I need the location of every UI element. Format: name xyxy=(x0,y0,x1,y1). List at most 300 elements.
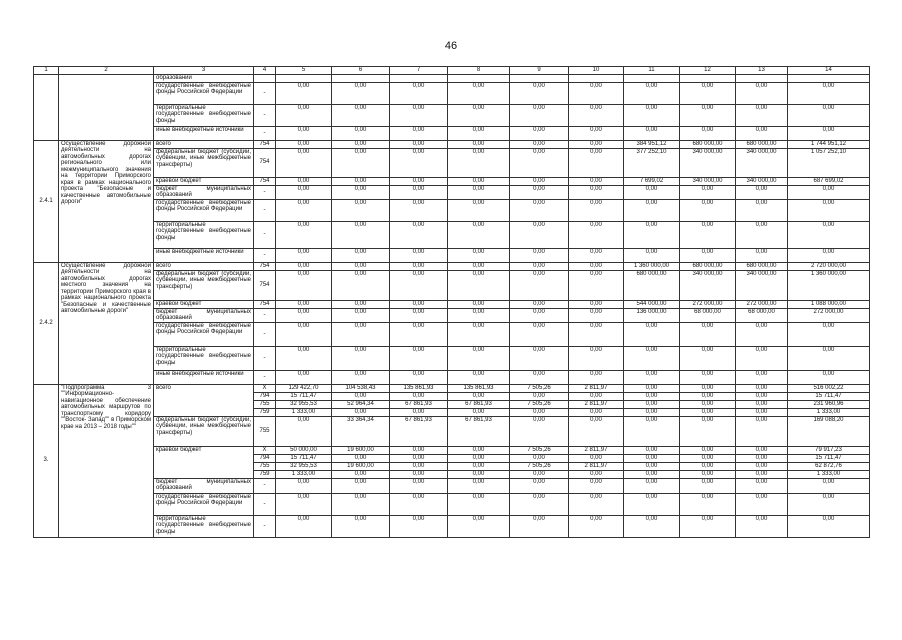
value-cell: 0,00 xyxy=(448,270,510,300)
gr-code: 755 xyxy=(254,416,276,446)
value-cell: 0,00 xyxy=(680,126,736,140)
value-cell: 0,00 xyxy=(276,248,332,262)
value-cell: 0,00 xyxy=(680,185,736,199)
value-cell: 0,00 xyxy=(569,221,624,248)
value-cell: 0,00 xyxy=(624,82,680,104)
value-cell: 68 000,00 xyxy=(736,308,788,322)
value-cell: 7 505,26 xyxy=(510,384,569,392)
gr-code: - xyxy=(254,185,276,199)
value-cell: 0,00 xyxy=(788,515,870,537)
funding-table xyxy=(33,66,870,538)
table-row xyxy=(34,140,870,148)
value-cell: 0,00 xyxy=(332,248,390,262)
gr-code: X xyxy=(254,384,276,392)
value-cell: 0,00 xyxy=(510,300,569,308)
value-cell: 0,00 xyxy=(390,308,448,322)
value-cell: 0,00 xyxy=(276,346,332,370)
funding-source: краевой бюджет xyxy=(154,300,254,308)
value-cell: 0,00 xyxy=(510,140,569,148)
value-cell: 15 711,47 xyxy=(788,454,870,462)
table-row xyxy=(34,308,870,322)
value-cell: 1 088 000,00 xyxy=(788,300,870,308)
gr-code xyxy=(254,75,276,83)
funding-source: территориальные государственные внебюджетные фонды xyxy=(154,221,254,248)
value-cell: 0,00 xyxy=(680,370,736,384)
value-cell: 67 861,93 xyxy=(448,400,510,408)
table-row xyxy=(34,221,870,248)
table-row xyxy=(34,177,870,185)
value-cell: 0,00 xyxy=(448,185,510,199)
value-cell: 0,00 xyxy=(510,270,569,300)
header-cell: 14 xyxy=(788,67,870,75)
value-cell: 0,00 xyxy=(448,308,510,322)
value-cell: 2 811,97 xyxy=(569,446,624,454)
value-cell: 0,00 xyxy=(510,392,569,400)
value-cell: 0,00 xyxy=(332,478,390,493)
gr-code: - xyxy=(254,104,276,126)
funding-source: бюджет муниципальных образований xyxy=(154,478,254,493)
table-row xyxy=(34,270,870,300)
value-cell: 0,00 xyxy=(390,478,448,493)
header-cell: 13 xyxy=(736,67,788,75)
table-row xyxy=(34,104,870,126)
value-cell: 0,00 xyxy=(788,248,870,262)
value-cell: 0,00 xyxy=(332,300,390,308)
value-cell: 0,00 xyxy=(276,308,332,322)
value-cell: 0,00 xyxy=(510,199,569,221)
gr-code: 754 xyxy=(254,177,276,185)
table-row xyxy=(34,126,870,140)
value-cell: 7 505,26 xyxy=(510,400,569,408)
value-cell: 0,00 xyxy=(736,221,788,248)
table-body xyxy=(34,67,870,538)
value-cell: 0,00 xyxy=(510,262,569,270)
value-cell: 0,00 xyxy=(390,408,448,416)
gr-code: 754 xyxy=(254,262,276,270)
value-cell: 0,00 xyxy=(736,370,788,384)
funding-source: иные внебюджетные источники xyxy=(154,126,254,140)
value-cell: 0,00 xyxy=(736,446,788,454)
value-cell: 0,00 xyxy=(390,493,448,515)
value-cell: 0,00 xyxy=(332,270,390,300)
header-cell: 2 xyxy=(59,67,154,75)
value-cell: 377 252,10 xyxy=(624,148,680,177)
funding-source: территориальные государственные внебюджетные фонды xyxy=(154,346,254,370)
table-row xyxy=(34,199,870,221)
value-cell xyxy=(510,75,569,83)
value-cell: 32 955,53 xyxy=(276,462,332,470)
value-cell: 0,00 xyxy=(624,416,680,446)
value-cell: 0,00 xyxy=(680,384,736,392)
value-cell: 0,00 xyxy=(624,470,680,478)
value-cell: 1 057 252,10 xyxy=(788,148,870,177)
value-cell: 0,00 xyxy=(510,104,569,126)
value-cell: 0,00 xyxy=(788,322,870,346)
value-cell: 0,00 xyxy=(624,346,680,370)
value-cell: 0,00 xyxy=(448,346,510,370)
value-cell: 0,00 xyxy=(448,82,510,104)
value-cell: 50 000,00 xyxy=(276,446,332,454)
item-name: Осуществление дорожной деятельности на автомобильных дорогах местного значения на территории Приморского края в рамках национального проекта "Безопасные и качественные автомобильные дороги" xyxy=(59,262,154,384)
item-number: 2.4.1 xyxy=(34,140,59,262)
value-cell: 0,00 xyxy=(736,515,788,537)
table-row xyxy=(34,300,870,308)
value-cell: 0,00 xyxy=(510,478,569,493)
value-cell: 67 861,93 xyxy=(448,416,510,446)
value-cell: 0,00 xyxy=(390,392,448,400)
funding-source: краевой бюджет xyxy=(154,446,254,478)
value-cell: 0,00 xyxy=(510,177,569,185)
value-cell: 0,00 xyxy=(569,308,624,322)
value-cell: 0,00 xyxy=(788,221,870,248)
value-cell: 169 088,20 xyxy=(788,416,870,446)
value-cell: 0,00 xyxy=(510,515,569,537)
value-cell: 129 422,70 xyxy=(276,384,332,392)
item-name: Осуществление дорожной деятельности на автомобильных дорогах регионального или межмуниципального значения на территории Приморского края в рамках национального проекта "Безопасные и качественные автомобильные дороги" xyxy=(59,140,154,262)
value-cell: 0,00 xyxy=(390,270,448,300)
funding-source: государственные внебюджетные фонды Российской Федерации xyxy=(154,82,254,104)
value-cell: 0,00 xyxy=(448,177,510,185)
value-cell: 272 000,00 xyxy=(680,300,736,308)
gr-code: 759 xyxy=(254,470,276,478)
value-cell: 135 861,93 xyxy=(390,384,448,392)
table-row xyxy=(34,82,870,104)
item-name: "Подпрограмма 3 ""Информационно-навигационное обеспечение автомобильных маршрутов по транспортному коридору ""Восток- Запад"" в Приморском крае на 2013 – 2018 годы"" xyxy=(59,384,154,537)
value-cell: 0,00 xyxy=(736,392,788,400)
table-row xyxy=(34,515,870,537)
value-cell: 0,00 xyxy=(569,262,624,270)
value-cell: 0,00 xyxy=(624,199,680,221)
value-cell: 2 811,97 xyxy=(569,462,624,470)
value-cell: 0,00 xyxy=(680,416,736,446)
value-cell: 33 364,34 xyxy=(332,416,390,446)
table-row xyxy=(34,493,870,515)
header-cell: 6 xyxy=(332,67,390,75)
value-cell: 0,00 xyxy=(736,322,788,346)
value-cell: 0,00 xyxy=(332,408,390,416)
header-cell: 4 xyxy=(254,67,276,75)
value-cell: 340 000,00 xyxy=(736,270,788,300)
value-cell: 0,00 xyxy=(332,322,390,346)
header-cell: 3 xyxy=(154,67,254,75)
value-cell: 0,00 xyxy=(680,199,736,221)
value-cell: 0,00 xyxy=(276,177,332,185)
value-cell: 0,00 xyxy=(736,384,788,392)
funding-source: краевой бюджет xyxy=(154,177,254,185)
funding-source: иные внебюджетные источники xyxy=(154,370,254,384)
value-cell: 0,00 xyxy=(569,322,624,346)
value-cell: 15 711,47 xyxy=(788,392,870,400)
value-cell: 0,00 xyxy=(510,370,569,384)
value-cell: 0,00 xyxy=(788,370,870,384)
value-cell: 0,00 xyxy=(390,140,448,148)
value-cell: 2 720 000,00 xyxy=(788,262,870,270)
value-cell: 0,00 xyxy=(736,104,788,126)
funding-source: образований xyxy=(154,75,254,83)
value-cell: 0,00 xyxy=(448,104,510,126)
header-cell: 5 xyxy=(276,67,332,75)
gr-code: - xyxy=(254,322,276,346)
value-cell: 2 811,97 xyxy=(569,384,624,392)
value-cell: 0,00 xyxy=(569,346,624,370)
gr-code: - xyxy=(254,493,276,515)
value-cell: 0,00 xyxy=(736,408,788,416)
value-cell: 0,00 xyxy=(448,478,510,493)
table-row xyxy=(34,346,870,370)
value-cell: 0,00 xyxy=(448,470,510,478)
value-cell: 0,00 xyxy=(448,454,510,462)
funding-source: государственные внебюджетные фонды Российской Федерации xyxy=(154,199,254,221)
value-cell: 0,00 xyxy=(680,454,736,462)
value-cell: 0,00 xyxy=(569,185,624,199)
value-cell: 0,00 xyxy=(680,322,736,346)
value-cell: 0,00 xyxy=(448,262,510,270)
value-cell: 0,00 xyxy=(680,478,736,493)
value-cell: 7 699,02 xyxy=(624,177,680,185)
value-cell: 0,00 xyxy=(276,416,332,446)
value-cell xyxy=(736,75,788,83)
value-cell: 0,00 xyxy=(510,248,569,262)
value-cell: 680 000,00 xyxy=(736,262,788,270)
value-cell xyxy=(276,75,332,83)
value-cell: 0,00 xyxy=(569,300,624,308)
value-cell: 0,00 xyxy=(390,82,448,104)
value-cell: 0,00 xyxy=(332,392,390,400)
value-cell: 0,00 xyxy=(332,140,390,148)
value-cell: 231 960,96 xyxy=(788,400,870,408)
value-cell: 0,00 xyxy=(332,370,390,384)
value-cell: 0,00 xyxy=(276,493,332,515)
value-cell: 0,00 xyxy=(624,322,680,346)
value-cell: 0,00 xyxy=(276,148,332,177)
value-cell: 32 955,53 xyxy=(276,400,332,408)
value-cell: 1 333,00 xyxy=(788,470,870,478)
value-cell: 19 600,00 xyxy=(332,462,390,470)
value-cell: 0,00 xyxy=(448,199,510,221)
value-cell: 0,00 xyxy=(276,515,332,537)
table-row xyxy=(34,75,870,83)
value-cell: 0,00 xyxy=(448,140,510,148)
item-number: 3. xyxy=(34,384,59,537)
value-cell: 1 333,00 xyxy=(788,408,870,416)
value-cell: 0,00 xyxy=(276,262,332,270)
value-cell: 2 811,97 xyxy=(569,400,624,408)
funding-source: бюджет муниципальных образований xyxy=(154,308,254,322)
value-cell: 0,00 xyxy=(276,322,332,346)
value-cell: 0,00 xyxy=(390,322,448,346)
value-cell: 0,00 xyxy=(390,248,448,262)
gr-code: - xyxy=(254,478,276,493)
value-cell: 0,00 xyxy=(390,262,448,270)
value-cell: 1 360 000,00 xyxy=(788,270,870,300)
funding-source: бюджет муниципальных образований xyxy=(154,185,254,199)
value-cell: 0,00 xyxy=(510,408,569,416)
header-cell: 12 xyxy=(680,67,736,75)
value-cell: 0,00 xyxy=(736,462,788,470)
header-row xyxy=(34,67,870,75)
value-cell: 340 000,00 xyxy=(736,177,788,185)
gr-code: - xyxy=(254,515,276,537)
value-cell xyxy=(680,75,736,83)
header-cell: 1 xyxy=(34,67,59,75)
header-cell: 7 xyxy=(390,67,448,75)
value-cell: 0,00 xyxy=(569,470,624,478)
value-cell: 0,00 xyxy=(390,454,448,462)
value-cell: 0,00 xyxy=(624,400,680,408)
value-cell: 0,00 xyxy=(624,462,680,470)
funding-source: государственные внебюджетные фонды Российской Федерации xyxy=(154,493,254,515)
value-cell: 136 000,00 xyxy=(624,308,680,322)
value-cell: 0,00 xyxy=(332,515,390,537)
value-cell: 0,00 xyxy=(510,322,569,346)
value-cell: 0,00 xyxy=(390,185,448,199)
value-cell: 0,00 xyxy=(736,185,788,199)
value-cell: 1 333,00 xyxy=(276,408,332,416)
value-cell xyxy=(624,75,680,83)
value-cell: 680 000,00 xyxy=(680,262,736,270)
value-cell: 516 002,22 xyxy=(788,384,870,392)
table-row xyxy=(34,478,870,493)
value-cell: 0,00 xyxy=(624,493,680,515)
gr-code: 759 xyxy=(254,408,276,416)
value-cell: 0,00 xyxy=(736,248,788,262)
value-cell: 0,00 xyxy=(276,199,332,221)
value-cell: 0,00 xyxy=(624,408,680,416)
value-cell: 0,00 xyxy=(680,82,736,104)
value-cell: 0,00 xyxy=(276,140,332,148)
value-cell: 0,00 xyxy=(569,148,624,177)
value-cell: 0,00 xyxy=(390,462,448,470)
funding-source: всего xyxy=(154,384,254,416)
value-cell: 0,00 xyxy=(390,346,448,370)
value-cell: 0,00 xyxy=(624,392,680,400)
value-cell: 0,00 xyxy=(390,470,448,478)
value-cell: 0,00 xyxy=(332,177,390,185)
value-cell: 0,00 xyxy=(569,370,624,384)
value-cell: 0,00 xyxy=(680,104,736,126)
gr-code: 754 xyxy=(254,300,276,308)
value-cell: 0,00 xyxy=(276,478,332,493)
value-cell: 0,00 xyxy=(736,126,788,140)
table-row xyxy=(34,384,870,392)
value-cell: 0,00 xyxy=(624,221,680,248)
value-cell: 0,00 xyxy=(569,104,624,126)
value-cell: 0,00 xyxy=(680,346,736,370)
table-row xyxy=(34,446,870,454)
value-cell xyxy=(569,75,624,83)
page-number: 46 xyxy=(444,40,458,52)
value-cell: 680 000,00 xyxy=(736,140,788,148)
value-cell: 0,00 xyxy=(680,408,736,416)
value-cell: 15 711,47 xyxy=(276,454,332,462)
funding-source: всего xyxy=(154,140,254,148)
value-cell: 340 000,00 xyxy=(680,177,736,185)
value-cell: 0,00 xyxy=(624,370,680,384)
gr-code: 754 xyxy=(254,148,276,177)
value-cell: 0,00 xyxy=(569,248,624,262)
value-cell: 0,00 xyxy=(332,148,390,177)
table-row xyxy=(34,370,870,384)
table-row xyxy=(34,416,870,446)
value-cell: 0,00 xyxy=(332,308,390,322)
value-cell xyxy=(448,75,510,83)
header-cell: 8 xyxy=(448,67,510,75)
value-cell: 1 360 000,00 xyxy=(624,262,680,270)
value-cell: 0,00 xyxy=(390,199,448,221)
value-cell: 52 964,34 xyxy=(332,400,390,408)
value-cell: 68 000,00 xyxy=(680,308,736,322)
value-cell: 67 861,93 xyxy=(390,416,448,446)
gr-code: 754 xyxy=(254,140,276,148)
value-cell: 0,00 xyxy=(276,104,332,126)
header-cell: 11 xyxy=(624,67,680,75)
value-cell: 0,00 xyxy=(624,478,680,493)
value-cell: 0,00 xyxy=(332,104,390,126)
value-cell: 15 711,47 xyxy=(276,392,332,400)
gr-code: - xyxy=(254,199,276,221)
value-cell: 0,00 xyxy=(510,493,569,515)
value-cell: 7 505,26 xyxy=(510,446,569,454)
value-cell: 0,00 xyxy=(276,270,332,300)
value-cell: 62 872,76 xyxy=(788,462,870,470)
value-cell: 0,00 xyxy=(569,177,624,185)
value-cell: 0,00 xyxy=(736,199,788,221)
value-cell: 0,00 xyxy=(510,308,569,322)
value-cell: 0,00 xyxy=(569,454,624,462)
value-cell: 0,00 xyxy=(736,478,788,493)
value-cell: 0,00 xyxy=(332,470,390,478)
value-cell: 0,00 xyxy=(390,104,448,126)
value-cell: 0,00 xyxy=(510,82,569,104)
table-row xyxy=(34,262,870,270)
value-cell: 0,00 xyxy=(736,82,788,104)
value-cell: 0,00 xyxy=(332,185,390,199)
value-cell: 0,00 xyxy=(390,515,448,537)
value-cell: 680 000,00 xyxy=(624,270,680,300)
value-cell: 0,00 xyxy=(569,199,624,221)
value-cell: 0,00 xyxy=(276,185,332,199)
value-cell: 0,00 xyxy=(390,221,448,248)
value-cell: 0,00 xyxy=(788,185,870,199)
value-cell xyxy=(390,75,448,83)
funding-source: территориальные государственные внебюджетные фонды xyxy=(154,515,254,537)
value-cell: 0,00 xyxy=(510,470,569,478)
gr-code: X xyxy=(254,446,276,454)
value-cell: 0,00 xyxy=(680,493,736,515)
value-cell: 0,00 xyxy=(624,104,680,126)
value-cell xyxy=(332,75,390,83)
value-cell: 0,00 xyxy=(569,408,624,416)
value-cell: 0,00 xyxy=(332,493,390,515)
table-row xyxy=(34,322,870,346)
value-cell: 0,00 xyxy=(736,416,788,446)
gr-code: - xyxy=(254,308,276,322)
value-cell: 0,00 xyxy=(569,82,624,104)
value-cell: 0,00 xyxy=(510,346,569,370)
value-cell: 79 917,23 xyxy=(788,446,870,454)
value-cell: 0,00 xyxy=(569,126,624,140)
item-name xyxy=(59,75,154,141)
value-cell: 0,00 xyxy=(448,392,510,400)
gr-code: 794 xyxy=(254,454,276,462)
value-cell: 0,00 xyxy=(788,126,870,140)
gr-code: 755 xyxy=(254,462,276,470)
funding-source: иные внебюджетные источники xyxy=(154,248,254,262)
value-cell: 0,00 xyxy=(510,454,569,462)
value-cell: 1 744 951,12 xyxy=(788,140,870,148)
gr-code: - xyxy=(254,248,276,262)
value-cell: 0,00 xyxy=(448,126,510,140)
